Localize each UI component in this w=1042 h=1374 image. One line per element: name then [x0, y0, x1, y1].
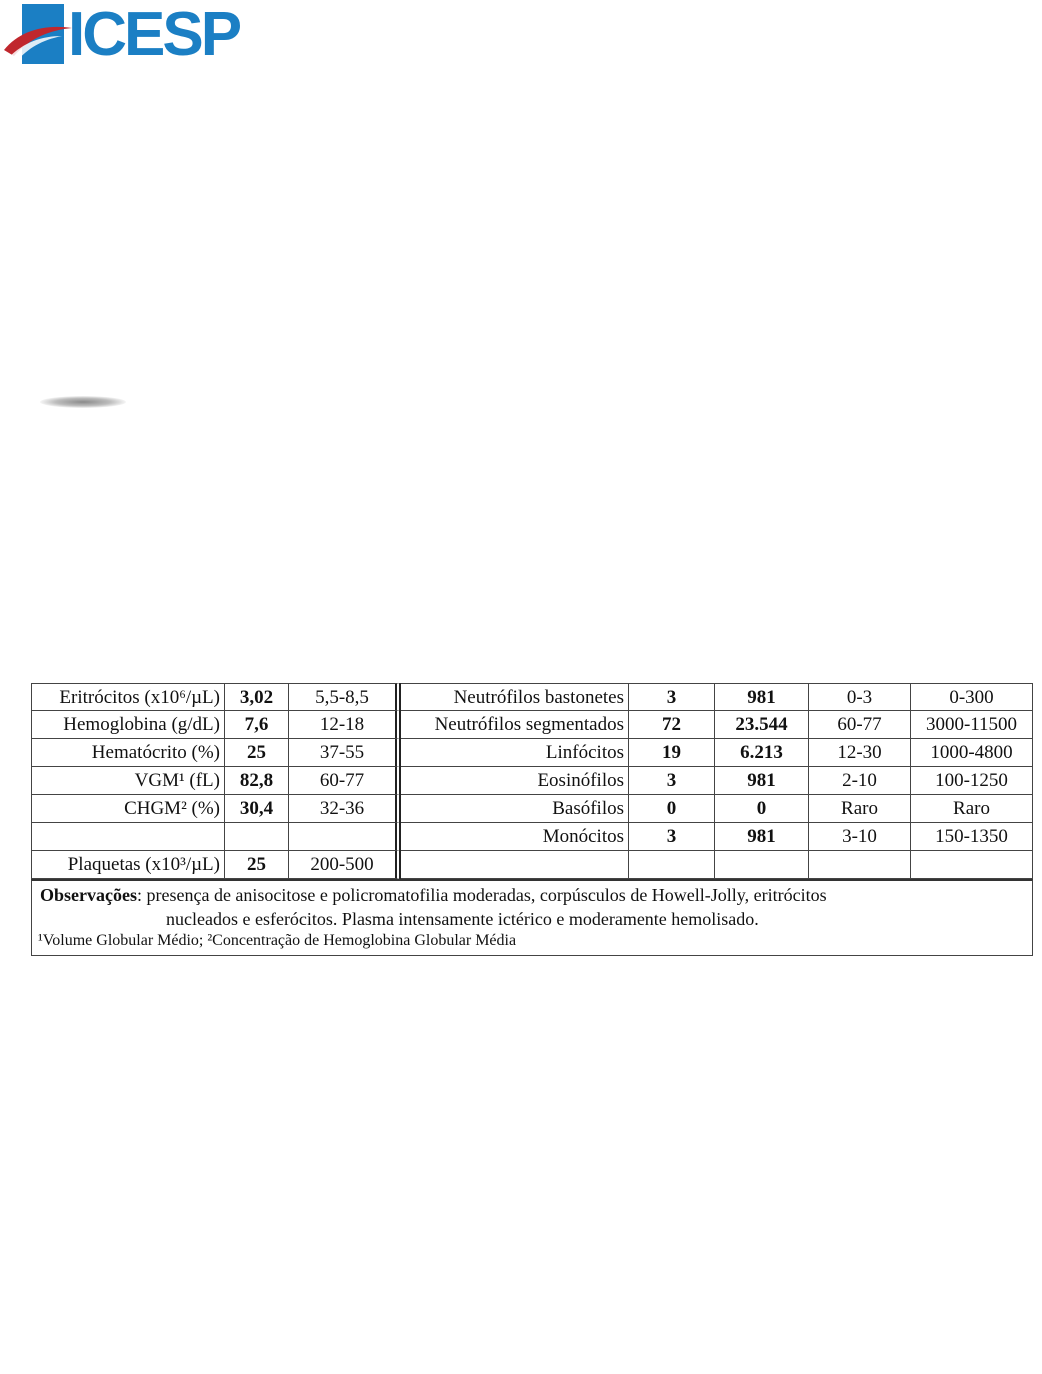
right-absolute-cell: 981: [715, 683, 809, 711]
observations-heading: Observações: [40, 885, 137, 905]
left-reference-cell: 60-77: [289, 767, 401, 795]
left-value-cell: [225, 823, 289, 851]
left-value-cell: 82,8: [225, 767, 289, 795]
right-relative-cell: 3: [629, 683, 715, 711]
table-row: [31, 851, 1033, 879]
right-ref-absolute-cell: 1000-4800: [911, 739, 1033, 767]
right-label-cell: Neutrófilos bastonetes: [401, 683, 629, 711]
right-label-cell: Linfócitos: [401, 739, 629, 767]
right-relative-cell: 0: [629, 795, 715, 823]
observations-footnote: ¹Volume Globular Médio; ²Concentração de Hemoglobina Globular Média: [38, 932, 517, 949]
left-label-cell: Hemoglobina (g/dL): [31, 711, 225, 739]
observations-line-2: nucleados e esferócitos. Plasma intensamente ictérico e moderamente hemolisado.: [166, 909, 759, 929]
right-ref-relative-cell: 0-3: [809, 683, 911, 711]
right-absolute-cell: 981: [715, 767, 809, 795]
right-label-cell: Basófilos: [401, 795, 629, 823]
right-ref-absolute-cell: 150-1350: [911, 823, 1033, 851]
table-row: [31, 739, 1033, 767]
right-label-cell: Eosinófilos: [401, 767, 629, 795]
left-value-cell: 3,02: [225, 683, 289, 711]
right-relative-cell: 3: [629, 767, 715, 795]
left-value-cell: 30,4: [225, 795, 289, 823]
left-value-cell: 25: [225, 851, 289, 879]
right-absolute-cell: 981: [715, 823, 809, 851]
table-row: [31, 823, 1033, 851]
right-label-cell: Neutrófilos segmentados: [401, 711, 629, 739]
left-reference-cell: 32-36: [289, 795, 401, 823]
left-reference-cell: [289, 823, 401, 851]
scan-smudge: [40, 396, 126, 408]
left-reference-cell: 200-500: [289, 851, 401, 879]
observations-line-1: [40, 883, 1024, 907]
left-value-cell: 7,6: [225, 711, 289, 739]
left-label-cell: Eritrócitos (x10⁶/µL): [31, 683, 225, 711]
right-ref-relative-cell: 2-10: [809, 767, 911, 795]
right-ref-absolute-cell: Raro: [911, 795, 1033, 823]
right-relative-cell: 72: [629, 711, 715, 739]
table-row: [31, 795, 1033, 823]
left-label-cell: [31, 823, 225, 851]
right-ref-absolute-cell: 100-1250: [911, 767, 1033, 795]
observations-text-1: : presença de anisocitose e policromatofilia moderadas, corpúsculos de Howell-Jolly, eritrócitos: [136, 885, 827, 905]
right-ref-relative-cell: 3-10: [809, 823, 911, 851]
right-absolute-cell: 0: [715, 795, 809, 823]
table-row: [31, 767, 1033, 795]
right-absolute-cell: 6.213: [715, 739, 809, 767]
right-relative-cell: [629, 851, 715, 879]
right-ref-relative-cell: 60-77: [809, 711, 911, 739]
observations-box: [31, 879, 1033, 956]
left-label-cell: Hematócrito (%): [31, 739, 225, 767]
table-body: [31, 683, 1033, 879]
table-row: [31, 683, 1033, 711]
icesp-logo: [2, 0, 240, 72]
right-relative-cell: 19: [629, 739, 715, 767]
right-label-cell: [401, 851, 629, 879]
right-absolute-cell: 23.544: [715, 711, 809, 739]
table-row: [31, 711, 1033, 739]
right-ref-relative-cell: 12-30: [809, 739, 911, 767]
right-ref-absolute-cell: 3000-11500: [911, 711, 1033, 739]
right-absolute-cell: [715, 851, 809, 879]
right-ref-relative-cell: Raro: [809, 795, 911, 823]
right-ref-absolute-cell: 0-300: [911, 683, 1033, 711]
left-label-cell: VGM¹ (fL): [31, 767, 225, 795]
logo-wordmark: ICESP: [68, 0, 240, 69]
left-reference-cell: 12-18: [289, 711, 401, 739]
hemogram-table: [31, 683, 1033, 956]
left-reference-cell: 5,5-8,5: [289, 683, 401, 711]
right-relative-cell: 3: [629, 823, 715, 851]
left-reference-cell: 37-55: [289, 739, 401, 767]
left-value-cell: 25: [225, 739, 289, 767]
left-label-cell: CHGM² (%): [31, 795, 225, 823]
right-ref-absolute-cell: [911, 851, 1033, 879]
left-label-cell: Plaquetas (x10³/µL): [31, 851, 225, 879]
right-label-cell: Monócitos: [401, 823, 629, 851]
right-ref-relative-cell: [809, 851, 911, 879]
